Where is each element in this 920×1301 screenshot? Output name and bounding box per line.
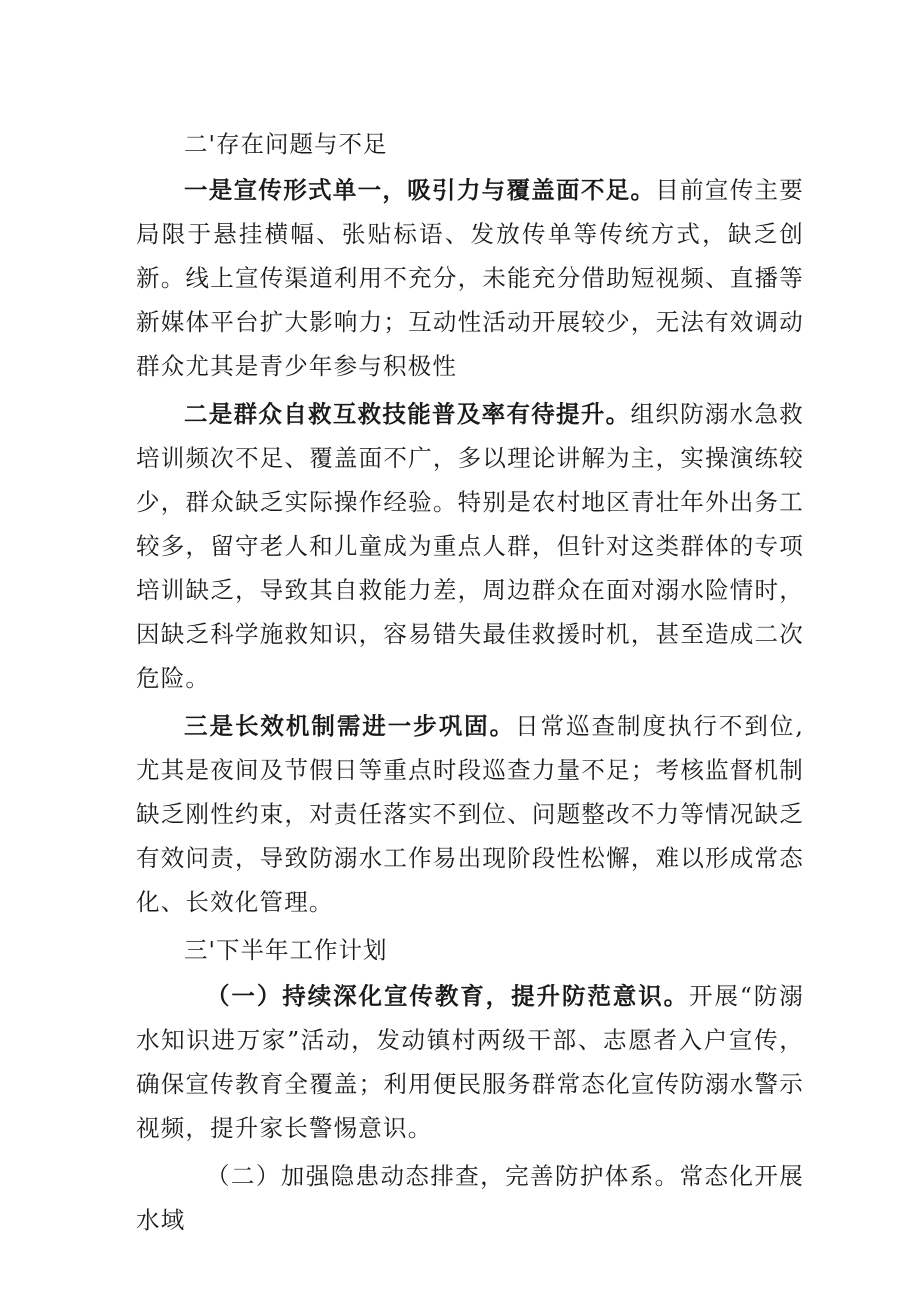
paragraph-lead: （二）加强隐患动态排查，完善防护体系。: [206, 1162, 680, 1190]
paragraph-lead: 三是长效机制需进一步巩固。: [184, 712, 516, 740]
paragraph-problem-1: [136, 168, 804, 388]
paragraph-lead: 二是群众自救互救技能普及率有待提升。: [184, 400, 631, 428]
paragraph-body: 开展“防溺水知识进万家”活动，发动镇村两级干部、志愿者入户宣传，确保宣传教育全覆盖；利用便民服务群常态化宣传防溺水警示视频，提升家长警惕意识。: [136, 982, 804, 1142]
paragraph-problem-3: [136, 704, 804, 924]
paragraph-lead: （一）持续深化宣传教育，提升防范意识。: [206, 982, 690, 1010]
paragraph-problem-2: [136, 392, 804, 700]
paragraph-lead: 一是宣传形式单一，吸引力与覆盖面不足。: [184, 176, 656, 204]
section-heading-problems: 二'存在问题与不足: [184, 130, 388, 158]
document-body: [136, 122, 804, 1246]
paragraph-body: 日常巡查制度执行不到位,尤其是夜间及节假日等重点时段巡查力量不足；考核监督机制缺乏刚性约束，对责任落实不到位、问题整改不力等情况缺乏有效问责，导致防溺水工作易出现阶段性松懈，难以形成常态化、长效化管理。: [136, 712, 804, 916]
paragraph-plan-2: [136, 1154, 804, 1242]
paragraph-body: 目前宣传主要局限于悬挂横幅、张贴标语、发放传单等传统方式，缺乏创新。线上宣传渠道利用不充分，未能充分借助短视频、直播等新媒体平台扩大影响力；互动性活动开展较少，无法有效调动群众尤其是青少年参与积极性: [136, 176, 804, 380]
paragraph-body: 组织防溺水急救培训频次不足、覆盖面不广，多以理论讲解为主，实操演练较少，群众缺乏实际操作经验。特别是农村地区青壮年外出务工较多，留守老人和儿童成为重点人群，但针对这类群体的专项培训缺乏，导致其自救能力差，周边群众在面对溺水险情时，因缺乏科学施救知识，容易错失最佳救援时机，甚至造成二次危险。: [136, 400, 804, 692]
section-heading-plan: 三'下半年工作计划: [184, 936, 388, 964]
paragraph-body: 常态化开展水域: [136, 1162, 804, 1234]
paragraph-plan-1: [136, 974, 804, 1150]
